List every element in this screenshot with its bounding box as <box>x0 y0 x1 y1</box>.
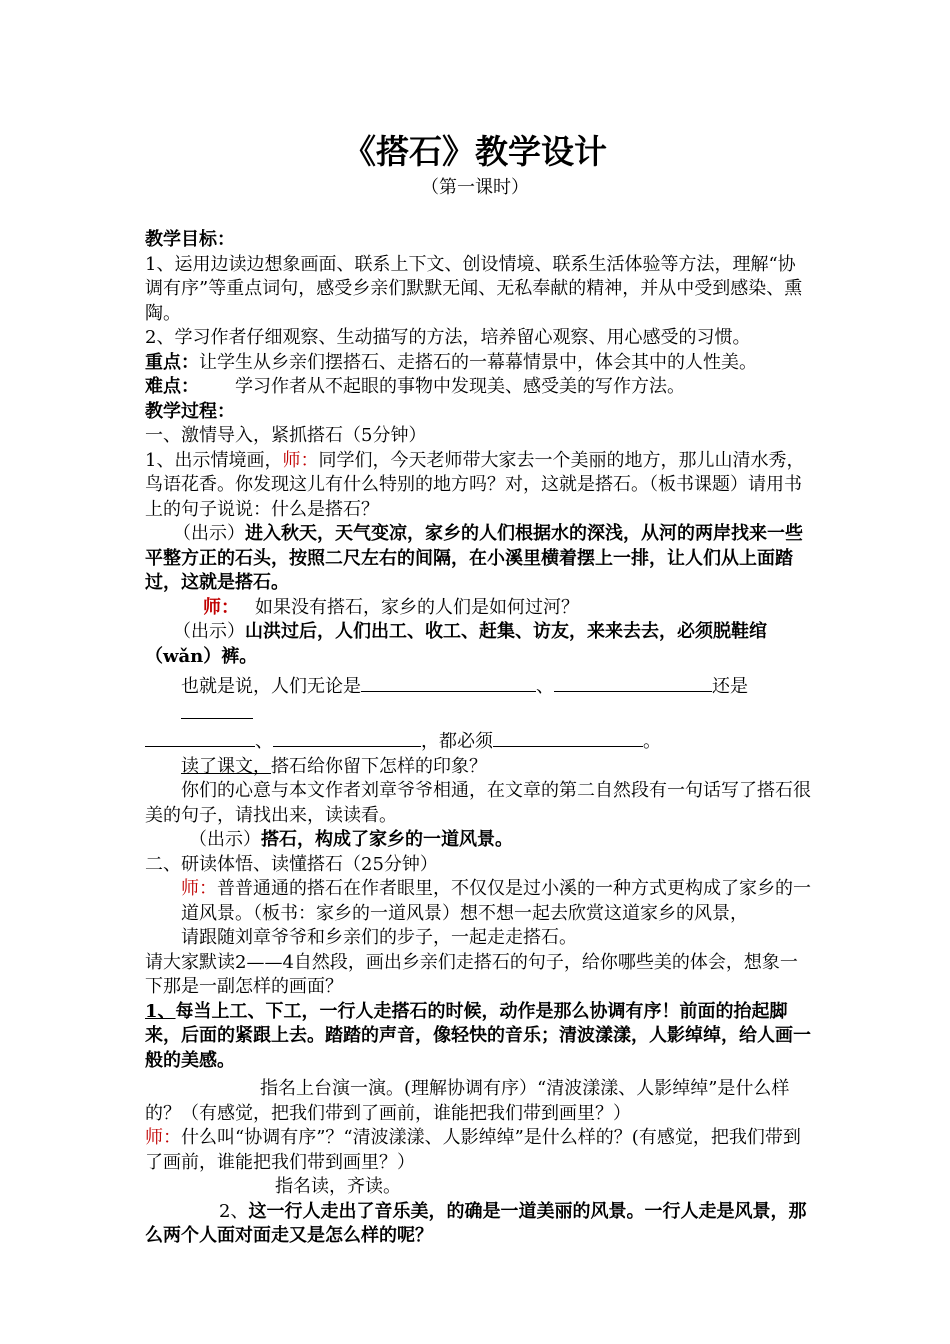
section-2-quote-2 <box>145 1200 813 1249</box>
quote-3-text: 搭石，构成了家乡的一道风景。 <box>261 829 513 850</box>
quote-1-text: 进入秋天，天气变凉，家乡的人们根据水的深浅，从河的两岸找来一些平整方正的石头，按照二尺左右的间隔，在小溪里横着摆上一排，让人们从上面踏过，这就是搭石。 <box>145 523 803 593</box>
impression-question <box>145 755 813 780</box>
blank[interactable] <box>181 700 253 719</box>
section-2-task: 请大家默读2——4自然段，画出乡亲们走搭石的句子，给你哪些美的体会，想象一下那是一副怎样的画面？ <box>145 951 798 997</box>
fill-sep: 、 <box>536 676 554 697</box>
show-label: （出示） <box>189 829 261 850</box>
quote-2-text: 山洪过后，人们出工、收工、赶集、访友，来来去去，必须脱鞋绾（wǎn）裤。 <box>145 621 767 667</box>
section-2-teacher <box>145 1126 813 1175</box>
document-body <box>145 228 813 1249</box>
quote-number: 2、 <box>219 1200 249 1222</box>
page-title: 《搭石》教学设计 <box>343 132 607 171</box>
section-2-quote-1-text: 每当上工、下工，一行人走搭石的时候，动作是那么协调有序！前面的抬起脚来，后面的紧跟上去。踏踏的声音，像轻快的音乐；清波漾漾，人影绰绰，给人画一般的美感。 <box>145 1000 811 1071</box>
page-subtitle: （第一课时） <box>421 177 529 198</box>
section-2-intro <box>145 877 813 926</box>
blank[interactable] <box>493 728 643 747</box>
fill-blank-line-2 <box>145 728 813 755</box>
teacher-question <box>145 596 813 621</box>
section-2-intro-end: 请跟随刘章爷爷和乡亲们的步子，一起走走搭石。 <box>181 927 577 948</box>
section-1-intro <box>145 449 813 523</box>
section-2-heading: 二、研读体悟、读懂搭石（25分钟） <box>145 853 438 875</box>
read-rest: 搭石给你留下怎样的印象？ <box>271 755 487 777</box>
read-underlined: 读了课文， <box>181 755 271 777</box>
key-text: 让学生从乡亲们摆搭石、走搭石的一幕幕情景中，体会其中的人性美。 <box>199 351 757 373</box>
blank[interactable] <box>361 673 536 692</box>
fill-sep: 、 <box>255 731 273 752</box>
process-heading: 教学过程： <box>145 400 235 422</box>
goal-1: 1、运用边读边想象画面、联系上下文、创设情境、联系生活体验等方法，理解“协调有序”等重点词句，感受乡亲们默默无闻、无私奉献的精神，并从中受到感染、熏陶。 <box>145 253 803 324</box>
teacher-label: 师： <box>203 596 239 618</box>
difficult-text: 学习作者从不起眼的事物中发现美、感受美的写作方法。 <box>235 376 685 397</box>
teacher-label: 师： <box>282 449 319 471</box>
fill-end: 。 <box>643 731 661 752</box>
quote-number: 1、 <box>145 1000 176 1022</box>
key-point <box>145 351 813 376</box>
section-2-quote-1 <box>145 1000 813 1074</box>
quote-2 <box>145 620 813 669</box>
show-label: （出示） <box>173 523 245 544</box>
difficult-label: 难点： <box>145 376 199 397</box>
section-2-teacher-text: 什么叫“协调有序”？“清波漾漾、人影绰绰”是什么样的？(有感觉，把我们带到了画前，谁能把我们带到画里？） <box>145 1127 801 1173</box>
section-2-quote-2-text: 这一行人走出了音乐美，的确是一道美丽的风景。一行人走是风景，那么两个人面对面走又是怎么样的呢？ <box>145 1200 807 1246</box>
section-2-read: 指名读，齐读。 <box>275 1176 401 1197</box>
teacher-label: 师： <box>145 1127 181 1148</box>
intro-text: 同学们，今天老师带大家去一个美丽的地方，那儿山清水秀，鸟语花香。你发现这儿有什么特别的地方吗？对，这就是搭石。（板书课题）请用书上的句子说说：什么是搭石？ <box>145 449 805 520</box>
blank[interactable] <box>554 673 712 692</box>
fill-text: ，都必须 <box>421 731 493 752</box>
blank[interactable] <box>273 728 421 747</box>
question-text: 如果没有搭石，家乡的人们是如何过河？ <box>255 596 579 618</box>
section-1-paragraph: 你们的心意与本文作者刘章爷爷相通，在文章的第二自然段有一句话写了搭石很美的句子，请找出来，读读看。 <box>145 780 811 826</box>
fill-blank-line-1 <box>145 673 813 726</box>
quote-1 <box>145 522 813 596</box>
teacher-label: 师： <box>181 878 217 899</box>
intro-lead: 1、出示情境画， <box>145 449 283 471</box>
section-2-act: 指名上台演一演。(理解协调有序）“清波漾漾、人影绰绰”是什么样的？（有感觉，把我们带到了画前，谁能把我们带到画里？） <box>145 1078 790 1124</box>
section-2-intro-text: 普普通通的搭石在作者眼里，不仅仅是过小溪的一种方式更构成了家乡的一道风景。（板书：家乡的一道风景）想不想一起去欣赏这道家乡的风景， <box>181 878 811 924</box>
goals-heading: 教学目标： <box>145 229 235 250</box>
difficult-point <box>145 375 813 400</box>
key-label: 重点： <box>145 351 199 373</box>
goal-2: 2、学习作者仔细观察、生动描写的方法，培养留心观察、用心感受的习惯。 <box>145 327 751 348</box>
section-1-heading: 一、激情导入，紧抓搭石（5分钟） <box>145 425 427 446</box>
fill-text: 也就是说，人们无论是 <box>181 676 361 697</box>
quote-3 <box>145 828 813 853</box>
fill-text: 还是 <box>712 676 748 697</box>
blank[interactable] <box>145 728 255 747</box>
show-label: （出示） <box>173 621 245 642</box>
